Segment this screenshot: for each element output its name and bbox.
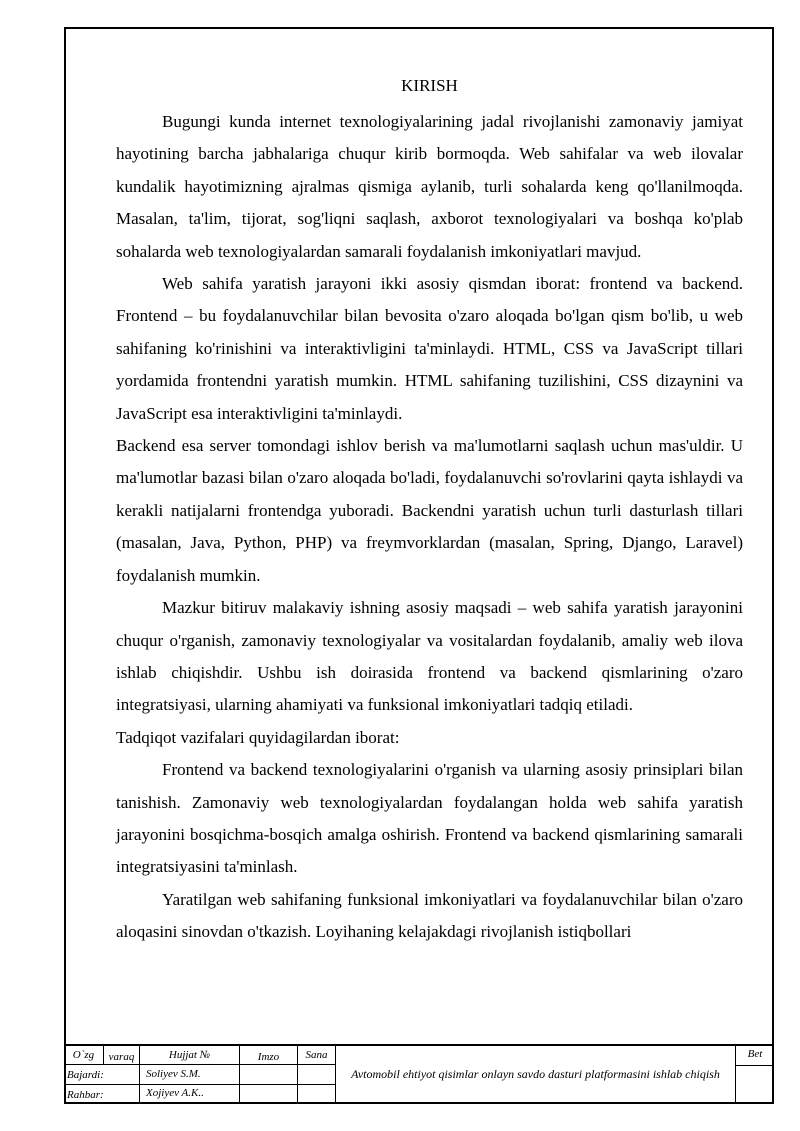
stamp-ozg: O`zg	[64, 1046, 104, 1065]
paragraph: Web sahifa yaratish jarayoni ikki asosiy qismdan iborat: frontend va backend. Frontend – bu foydalanuvchilar bilan bevosita o'zaro aloqada bo'lgan qism bo'lib, u web sahifaning ko'rinishini va interaktivligini ta'minlaydi. HTML, CSS va JavaScript tillari yordamida frontendni yaratish mumkin. HTML sahifaning tuzilishini, CSS dizaynini va JavaScript esa interaktivligini ta'minlaydi.	[116, 274, 743, 423]
paragraph: Yaratilgan web sahifaning funksional imkoniyatlari va foydalanuvchilar bilan o'zaro aloqasini sinovdan o'tkazish. Loyihaning kelajakdagi rivojlanish istiqbollari	[116, 889, 743, 942]
stamp-rahbar-name: Xojiyev A.K..	[140, 1085, 240, 1104]
paragraph: Tadqiqot vazifalari quyidagilardan iborat:	[116, 727, 400, 747]
stamp-bajardi-name: Soliyev S.M.	[140, 1065, 240, 1085]
stamp-bet: Bet	[736, 1044, 774, 1066]
paragraph: Frontend va backend texnologiyalarini o'rganish va ularning asosiy prinsiplari bilan tanishish. Zamonaviy web texnologiyalardan foydalangan holda web sahifa yaratish jarayonini bosqichma-bosqich amalga oshirish. Frontend va backend qismlarining samarali integratsiyasini ta'minlash.	[116, 760, 743, 877]
stamp-caption: Avtomobil ehtiyot qisimlar onlayn savdo dasturi platformasini ishlab chiqish	[336, 1044, 736, 1104]
stamp-bajardi-label: Bajardi:	[64, 1065, 140, 1085]
stamp-imzo: Imzo	[240, 1046, 298, 1065]
stamp-hujjat: Hujjat №	[140, 1046, 240, 1065]
stamp-rahbar-imzo	[240, 1085, 298, 1104]
title-block-stamp	[64, 1044, 774, 1104]
paragraph: Backend esa server tomondagi ishlov berish va ma'lumotlarni saqlash uchun mas'uldir. U ma'lumotlar bazasi bilan o'zaro aloqada bo'ladi, foydalanuvchi so'rovlarini qayta ishlaydi va kerakli natijalarni frontendga yuboradi. Backendni yaratish uchun turli dasturlash tillari (masalan, Java, Python, PHP) va freymvorklardan (masalan, Spring, Django, Laravel) foydalanish mumkin.	[116, 436, 743, 585]
stamp-sana: Sana	[298, 1046, 336, 1065]
stamp-bajardi-sana	[298, 1065, 336, 1085]
document-body	[116, 72, 743, 949]
stamp-bajardi-imzo	[240, 1065, 298, 1085]
page-title: KIRISH	[401, 76, 458, 95]
paragraph: Mazkur bitiruv malakaviy ishning asosiy maqsadi – web sahifa yaratish jarayonini chuqur o'rganish, zamonaviy texnologiyalar va vositalardan foydalanib, amaliy web ilova ishlab chiqishdir. Ushbu ish doirasida frontend va backend qismlarining o'zaro integratsiyasi, ularning ahamiyati va funksional imkoniyatlari tadqiq etiladi.	[116, 598, 743, 715]
paragraph: Bugungi kunda internet texnologiyalarining jadal rivojlanishi zamonaviy jamiyat hayotining barcha jabhalariga chuqur kirib bormoqda. Web sahifalar va web ilovalar kundalik hayotimizning ajralmas qismiga aylanib, turli sohalarda keng qo'llanilmoqda. Masalan, ta'lim, tijorat, sog'liqni saqlash, axborot texnologiyalari va boshqa ko'plab sohalarda web texnologiyalardan samarali foydalanish imkoniyatlari mavjud.	[116, 112, 743, 261]
stamp-rahbar-sana	[298, 1085, 336, 1104]
stamp-varaq: varaq	[104, 1046, 140, 1065]
stamp-rahbar-label: Rahbar:	[64, 1085, 140, 1104]
